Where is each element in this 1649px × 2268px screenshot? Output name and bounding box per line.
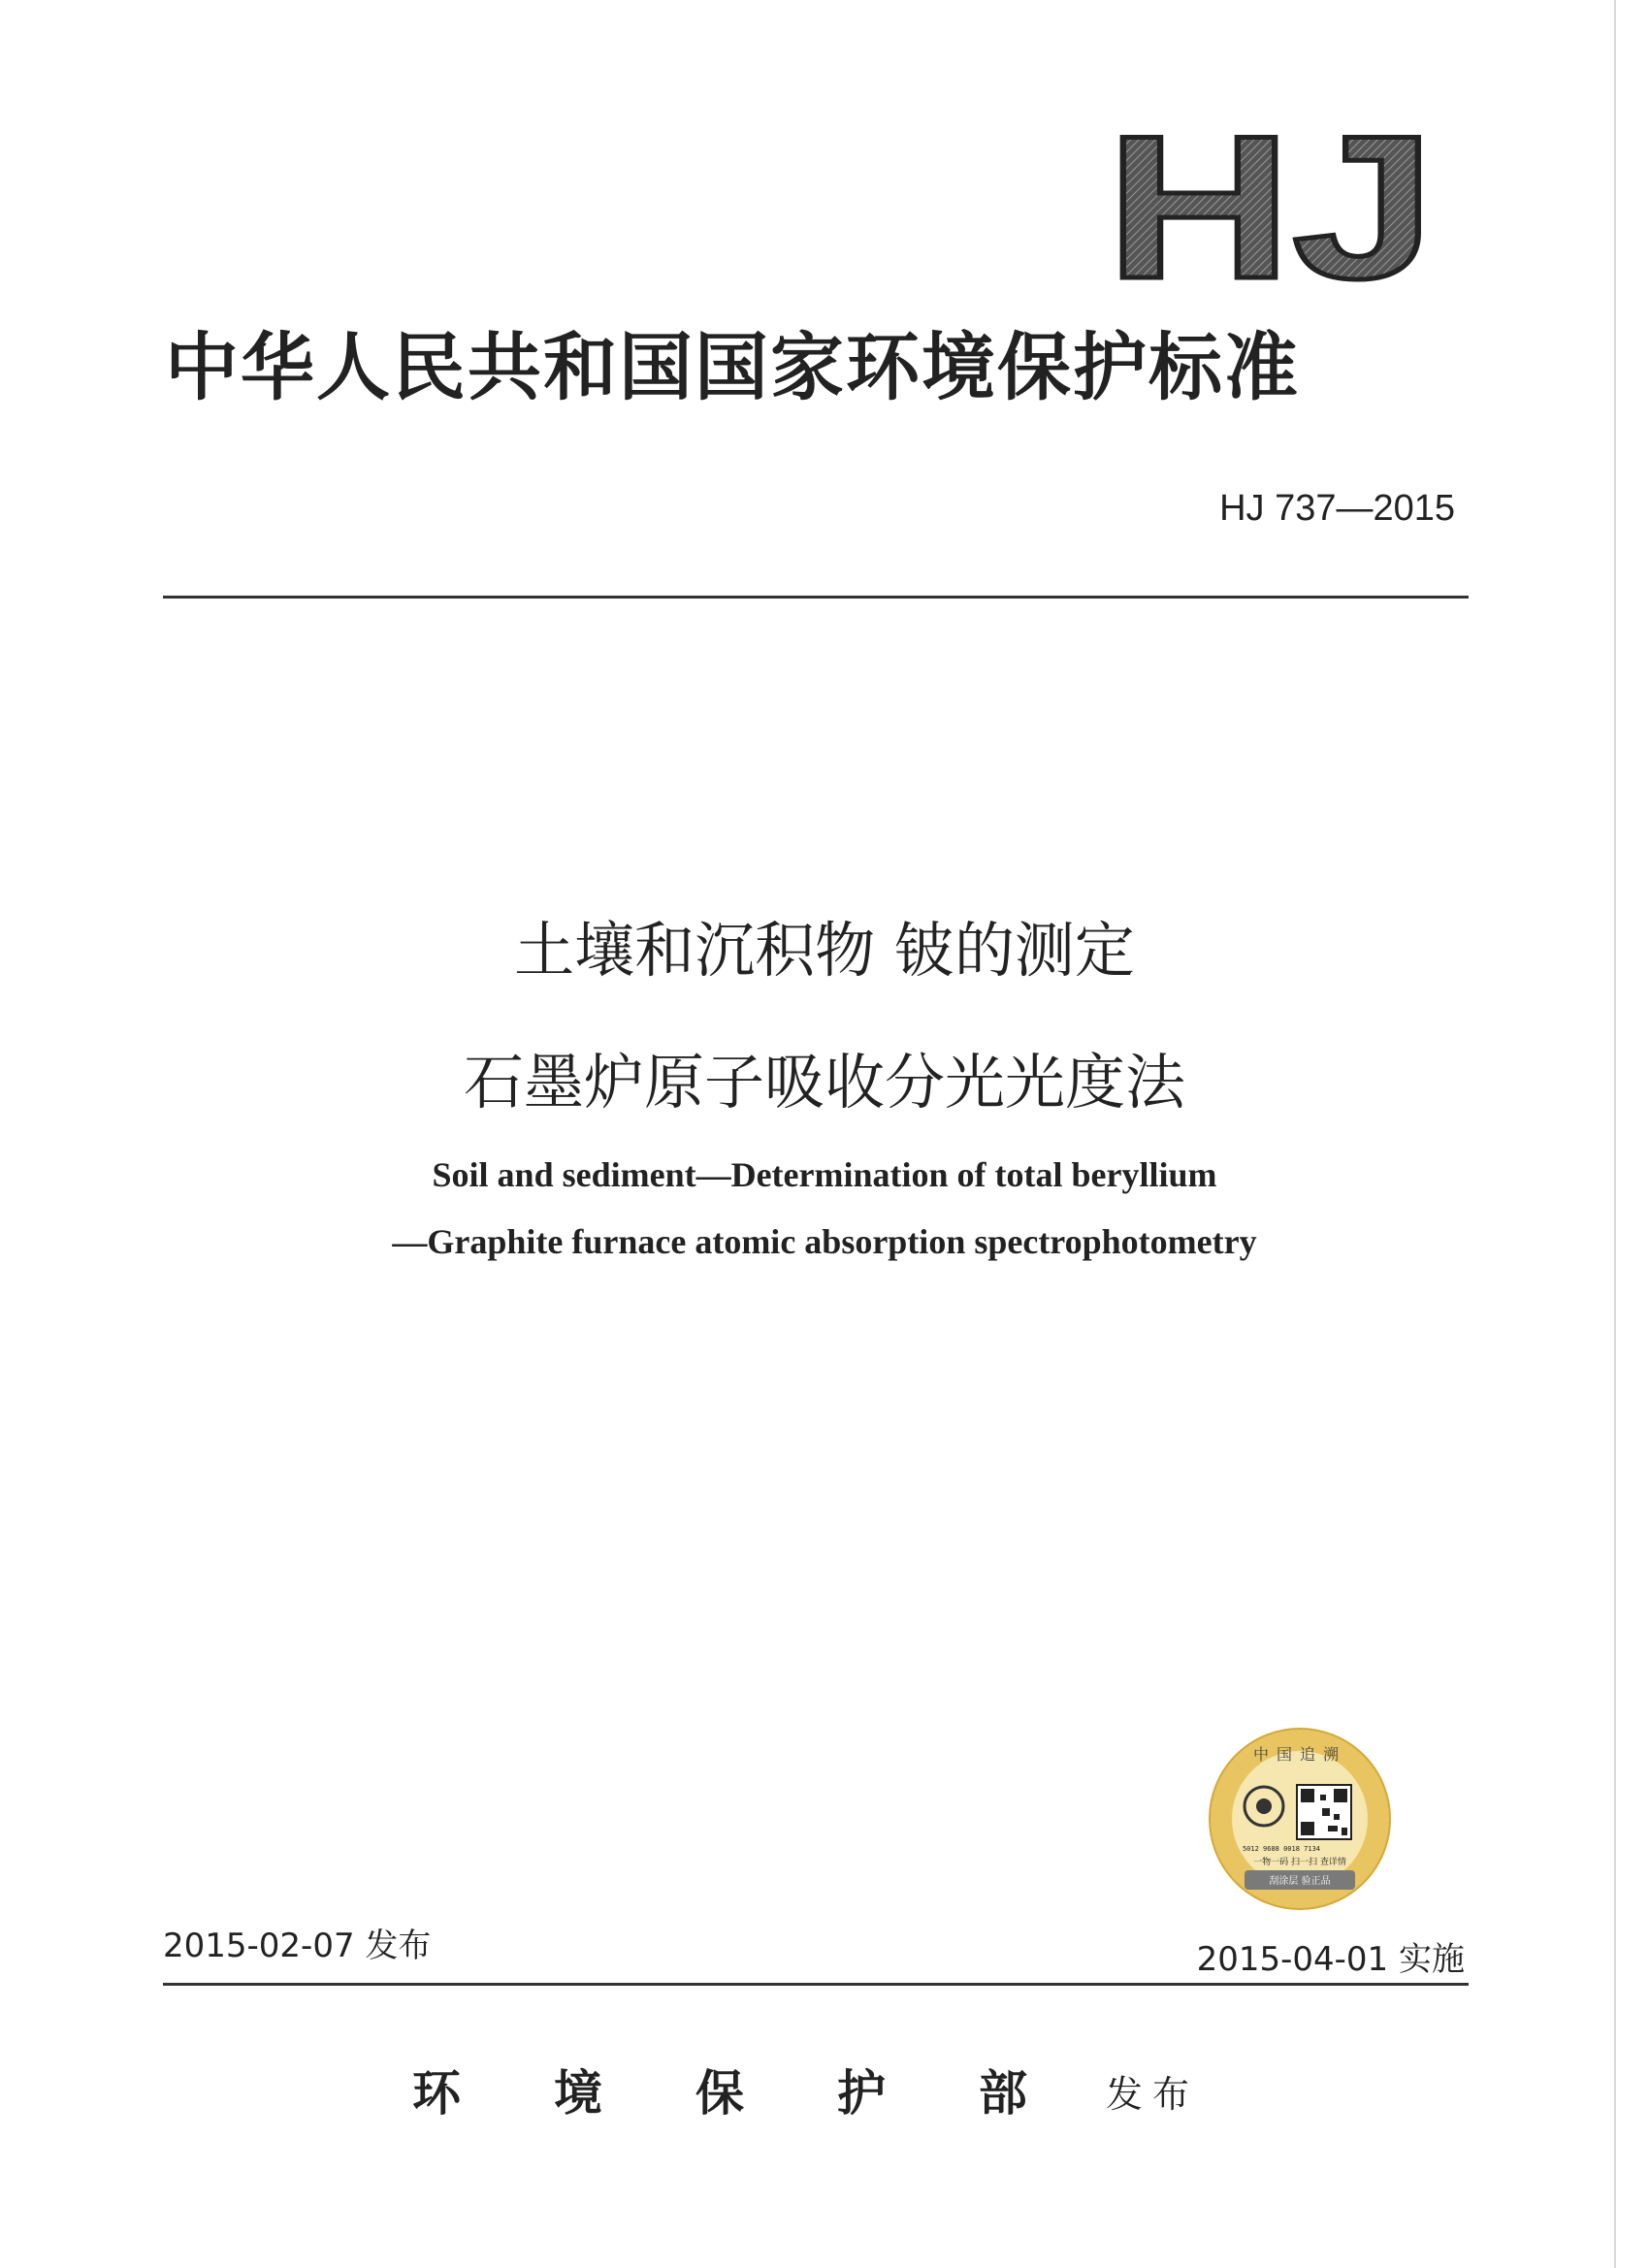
footer-divider [163, 1983, 1469, 1986]
implementation-date: 2015-04-01 实施 [1196, 1940, 1465, 1979]
qr-code-icon [1297, 1785, 1351, 1839]
title-cn-line1: 土壤和沉积物 铍的测定 [514, 915, 1135, 986]
header-divider [163, 596, 1469, 599]
standard-code: HJ 737—2015 [1219, 488, 1455, 529]
seal-code: 5012 9688 0018 7134 [1242, 1845, 1321, 1853]
seal-top-text: 中国追溯 [1252, 1745, 1347, 1764]
title-cn-line2: 石墨炉原子吸收分光光度法 [463, 1047, 1185, 1118]
org-title: 中华人民共和国国家环境保护标准 [165, 324, 1300, 410]
publisher-name: 环境保护部 [412, 2064, 1120, 2122]
title-en-line1: Soil and sediment—Determination of total beryllium [432, 1155, 1217, 1194]
title-en-line2: —Graphite furnace atomic absorption spectrophotometry [392, 1222, 1257, 1261]
issue-date: 2015-02-07 发布 [163, 1927, 432, 1965]
hj-logo [1106, 114, 1436, 289]
scan-edge [1614, 0, 1616, 2268]
publisher-suffix: 发布 [1106, 2073, 1200, 2116]
seal-scratch-text: 刮涂层 验正品 [1269, 1876, 1331, 1887]
seal-caption: 一物一码 扫一扫 查详情 [1253, 1858, 1346, 1867]
traceability-seal [1208, 1727, 1392, 1911]
hj-logo-text: HJ [1106, 114, 1436, 289]
